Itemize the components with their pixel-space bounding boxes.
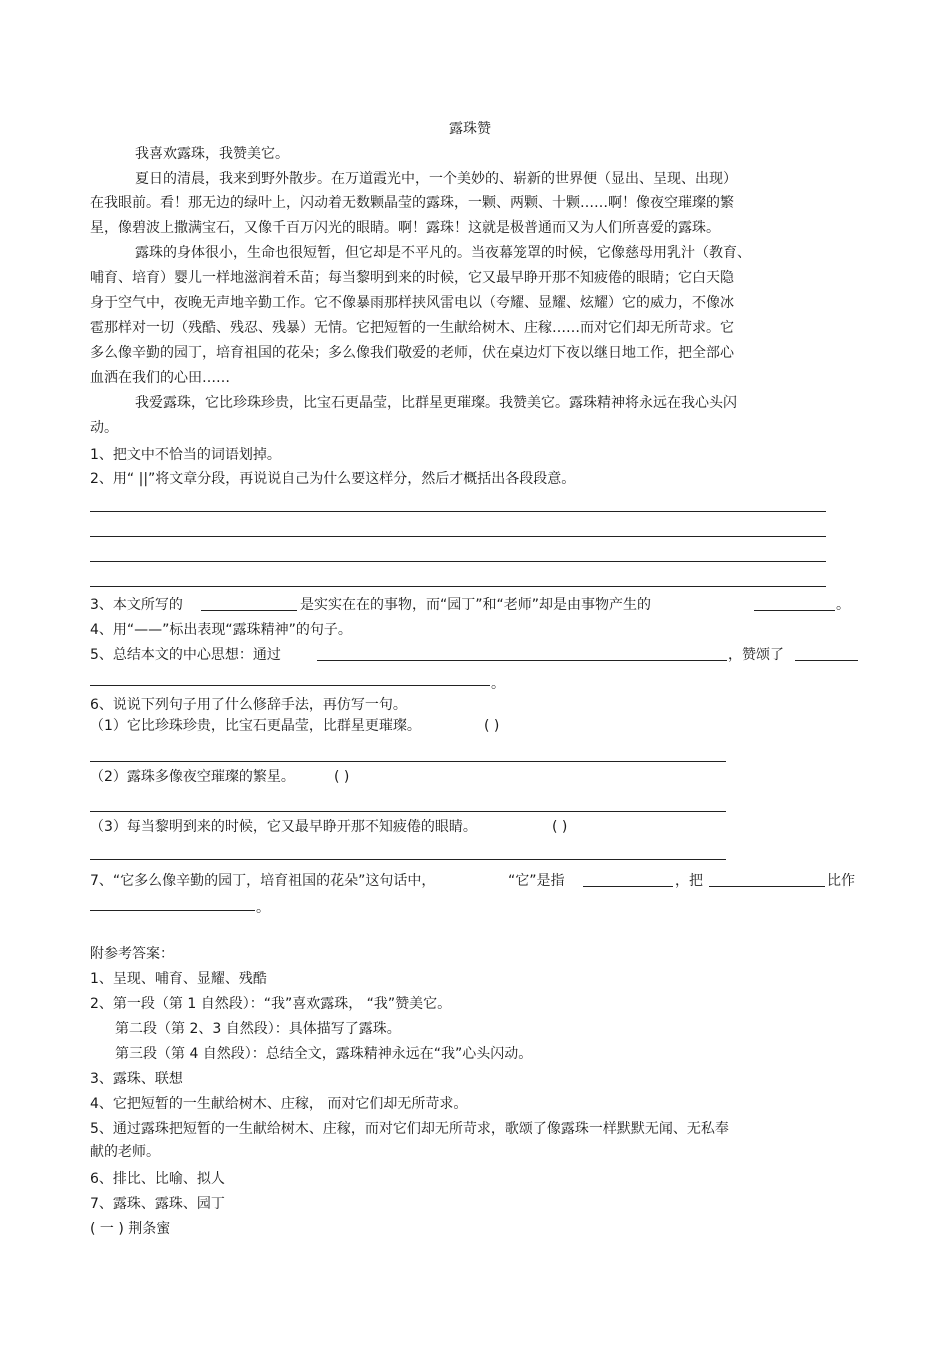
answer-2: 第三段（第 4 自然段）：总结全文，露珠精神永远在“我”心头闪动。 (115, 1046, 533, 1062)
paragraph-3-line: 哺育、培育）婴儿一样地滋润着禾苗；每当黎明到来的时候，它又最早睁开那不知疲倦的眼睛；它白天隐 (90, 270, 734, 286)
answer-parentheses[interactable]: ( ) (334, 769, 350, 785)
blank-line[interactable] (90, 910, 255, 911)
answer-2: 2、第一段（第 1 自然段）：“我”喜欢露珠， “我”赞美它。 (90, 996, 452, 1012)
answer-line[interactable] (90, 859, 726, 860)
paragraph-1: 我喜欢露珠，我赞美它。 (135, 146, 289, 162)
paragraph-2-line: 夏日的清晨，我来到野外散步。在万道霞光中，一个美妙的、崭新的世界便（显出、呈现、出现） (135, 171, 737, 187)
paragraph-3-line: 血洒在我们的心田…… (90, 370, 230, 386)
answer-parentheses[interactable]: ( ) (552, 819, 568, 835)
paragraph-3-line: 身于空气中，夜晚无声地辛勤工作。它不像暴雨那样挟风雷电以（夸耀、显耀、炫耀）它的威力，不像冰 (90, 295, 734, 311)
answer-line[interactable] (90, 561, 826, 562)
blank-line[interactable] (90, 685, 490, 686)
paragraph-3-line: 雹那样对一切（残酷、残忍、残暴）无情。它把短暂的一生献给树木、庄稼……而对它们却无所苛求。它 (90, 320, 734, 336)
answer-3: 3、露珠、联想 (90, 1071, 183, 1087)
next-section-title: ( 一 ) 荆条蜜 (90, 1221, 171, 1237)
paragraph-3-line: 露珠的身体很小，生命也很短暂，但它却是不平凡的。当夜幕笼罩的时候，它像慈母用乳汁（教育、 (135, 245, 751, 261)
blank-line[interactable] (583, 886, 673, 887)
answer-7: 7、露珠、露珠、园丁 (90, 1196, 225, 1212)
blank-line[interactable] (754, 610, 835, 611)
article-title: 露珠赞 (449, 121, 491, 137)
question-2: 2、用“ ||”将文章分段，再说说自己为什么要这样分，然后才概括出各段段意。 (90, 471, 576, 487)
answer-line[interactable] (90, 811, 726, 812)
answer-line[interactable] (90, 761, 726, 762)
question-5-part: 5、总结本文的中心思想：通过 (90, 647, 281, 663)
question-7-part: “它”是指 (508, 873, 565, 889)
answer-6: 6、排比、比喻、拟人 (90, 1171, 225, 1187)
question-4: 4、用“——”标出表现“露珠精神”的句子。 (90, 622, 352, 638)
question-3-part: 3、本文所写的 (90, 597, 183, 613)
answer-4: 4、它把短暂的一生献给树木、庄稼， 而对它们却无所苛求。 (90, 1096, 468, 1112)
question-7-part: ，把 (675, 873, 703, 889)
answers-heading: 附参考答案： (90, 946, 174, 962)
blank-line[interactable] (201, 610, 297, 611)
question-5-part: ，赞颂了 (728, 647, 784, 663)
question-1: 1、把文中不恰当的词语划掉。 (90, 447, 281, 463)
question-5-part: 。 (491, 676, 505, 692)
paragraph-2-line: 在我眼前。看！那无边的绿叶上，闪动着无数颗晶莹的露珠，一颗、两颗、十颗……啊！像夜空璀璨的繁 (90, 195, 734, 211)
answer-line[interactable] (90, 536, 826, 537)
question-6-item: （3）每当黎明到来的时候，它又最早睁开那不知疲倦的眼睛。 (90, 819, 477, 835)
question-6: 6、说说下列句子用了什么修辞手法，再仿写一句。 (90, 697, 407, 713)
question-7-part: 7、“它多么像辛勤的园丁，培育祖国的花朵”这句话中， (90, 873, 436, 889)
answer-1: 1、呈现、哺育、显耀、残酷 (90, 971, 267, 987)
question-7-part: 。 (256, 900, 270, 916)
paragraph-4-line: 动。 (90, 420, 118, 436)
question-6-item: （1）它比珍珠珍贵，比宝石更晶莹，比群星更璀璨。 (90, 718, 421, 734)
answer-2: 第二段（第 2、3 自然段）：具体描写了露珠。 (115, 1021, 401, 1037)
paragraph-2-line: 星，像碧波上撒满宝石，又像千百万闪光的眼睛。啊！露珠！这就是极普通而又为人们所喜爱的露珠。 (90, 220, 720, 236)
question-3-part: 。 (836, 597, 850, 613)
question-7-part: 比作 (827, 873, 855, 889)
blank-line[interactable] (709, 886, 825, 887)
question-6-item: （2）露珠多像夜空璀璨的繁星。 (90, 769, 295, 785)
blank-line[interactable] (795, 660, 858, 661)
paragraph-3-line: 多么像辛勤的园丁，培育祖国的花朵；多么像我们敬爱的老师，伏在桌边灯下夜以继日地工作，把全部心 (90, 345, 734, 361)
answer-5: 献的老师。 (90, 1144, 160, 1160)
answer-line[interactable] (90, 586, 826, 587)
answer-line[interactable] (90, 511, 826, 512)
paragraph-4-line: 我爱露珠，它比珍珠珍贵，比宝石更晶莹，比群星更璀璨。我赞美它。露珠精神将永远在我心头闪 (135, 395, 737, 411)
answer-parentheses[interactable]: ( ) (484, 718, 500, 734)
blank-line[interactable] (317, 660, 727, 661)
question-3-part: 是实实在在的事物，而“园丁”和“老师”却是由事物产生的 (300, 597, 652, 613)
answer-5: 5、通过露珠把短暂的一生献给树木、庄稼，而对它们却无所苛求，歌颂了像露珠一样默默无闻、无私奉 (90, 1121, 729, 1137)
